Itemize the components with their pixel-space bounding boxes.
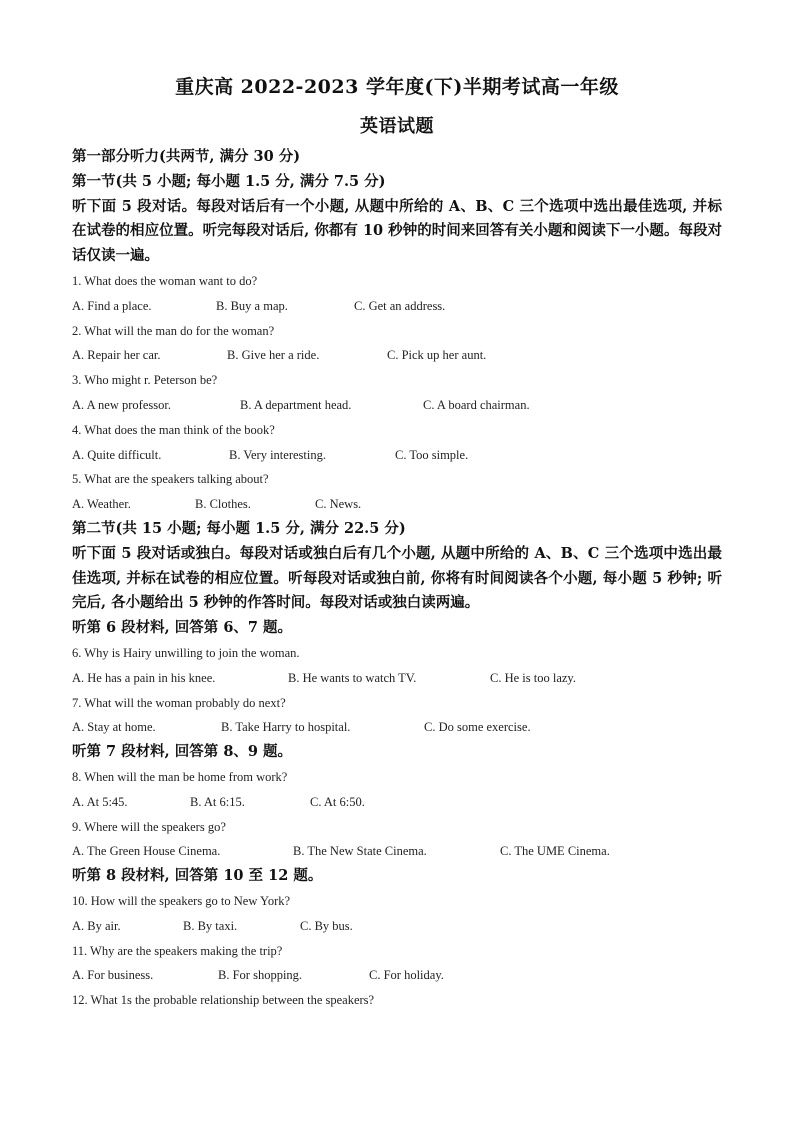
- options-6: [72, 666, 722, 691]
- options-1: [72, 294, 722, 319]
- option-b: B. A department head.: [240, 397, 352, 412]
- section1-instructions: 听下面 5 段对话。每段对话后有一个小题, 从题中所给的 A、B、C 三个选项中选出最佳选项, 并标在试卷的相应位置。听完每段对话后, 你都有 10 秒钟的时间来回答有关小题和阅读下一小题。每段对话仅读一遍。: [72, 197, 722, 265]
- option-c: C. Get an address.: [354, 298, 446, 313]
- option-c: C. For holiday.: [369, 968, 444, 983]
- question-9: 9. Where will the speakers go?: [72, 819, 226, 834]
- material7-heading: 听第 7 段材料, 回答第 8、9 题。: [72, 743, 293, 761]
- option-c: C. A board chairman.: [423, 397, 530, 412]
- question-2: 2. What will the man do for the woman?: [72, 323, 275, 338]
- question-4: 4. What does the man think of the book?: [72, 422, 275, 437]
- option-c: C. He is too lazy.: [490, 670, 576, 685]
- section2-heading: 第二节(共 15 小题; 每小题 1.5 分, 满分 22.5 分): [72, 519, 406, 537]
- option-b: B. For shopping.: [218, 968, 303, 983]
- question-7: 7. What will the woman probably do next?: [72, 695, 286, 710]
- question-5: 5. What are the speakers talking about?: [72, 472, 269, 487]
- options-8: [72, 790, 722, 815]
- section2-instructions: 听下面 5 段对话或独白。每段对话或独白后有几个小题, 从题中所给的 A、B、C 三个选项中选出最佳选项, 并标在试卷的相应位置。听每段对话或独白前, 你将有时间阅读各个小题, 每小题 5 秒钟; 听完后, 各小题给出 5 秒钟的作答时间。每段对话或独白读两遍。: [72, 544, 722, 612]
- option-a: A. The Green House Cinema.: [72, 844, 221, 859]
- option-a: A. At 5:45.: [72, 794, 128, 809]
- exam-content: [72, 145, 722, 1013]
- options-3: [72, 393, 722, 418]
- option-a: A. Quite difficult.: [72, 447, 162, 462]
- option-c: C. Do some exercise.: [424, 720, 531, 735]
- options-5: [72, 492, 722, 517]
- question-6: 6. Why is Hairy unwilling to join the woman.: [72, 645, 300, 660]
- option-b: B. Clothes.: [195, 497, 251, 512]
- options-2: [72, 343, 722, 368]
- option-b: B. The New State Cinema.: [293, 844, 427, 859]
- question-3: 3. Who might r. Peterson be?: [72, 373, 218, 388]
- option-a: A. Repair her car.: [72, 348, 161, 363]
- question-10: 10. How will the speakers go to New York?: [72, 893, 291, 908]
- option-b: B. Give her a ride.: [227, 348, 320, 363]
- question-1: 1. What does the woman want to do?: [72, 273, 258, 288]
- option-a: A. He has a pain in his knee.: [72, 670, 216, 685]
- options-9: [72, 839, 722, 864]
- option-c: C. Pick up her aunt.: [387, 348, 487, 363]
- material6-heading: 听第 6 段材料, 回答第 6、7 题。: [72, 619, 293, 637]
- option-b: B. By taxi.: [183, 918, 238, 933]
- options-11: [72, 963, 722, 988]
- options-7: [72, 715, 722, 740]
- section1-heading: 第一节(共 5 小题; 每小题 1.5 分, 满分 7.5 分): [72, 172, 386, 190]
- option-a: A. For business.: [72, 968, 154, 983]
- option-a: A. Weather.: [72, 497, 131, 512]
- option-c: C. By bus.: [300, 918, 353, 933]
- exam-title: 重庆高 2022-2023 学年度(下)半期考试高一年级: [175, 76, 619, 98]
- options-10: [72, 914, 722, 939]
- option-a: A. Stay at home.: [72, 720, 156, 735]
- option-b: B. At 6:15.: [190, 794, 245, 809]
- option-c: C. Too simple.: [395, 447, 469, 462]
- question-12: 12. What 1s the probable relationship between the speakers?: [72, 993, 375, 1008]
- option-b: B. He wants to watch TV.: [288, 670, 417, 685]
- option-c: C. The UME Cinema.: [500, 844, 610, 859]
- option-b: B. Buy a map.: [216, 298, 288, 313]
- option-a: A. By air.: [72, 918, 121, 933]
- option-a: A. A new professor.: [72, 397, 171, 412]
- question-11: 11. Why are the speakers making the trip?: [72, 943, 283, 958]
- option-c: C. News.: [315, 497, 362, 512]
- option-b: B. Take Harry to hospital.: [221, 720, 351, 735]
- material8-heading: 听第 8 段材料, 回答第 10 至 12 题。: [72, 867, 323, 885]
- question-8: 8. When will the man be home from work?: [72, 769, 288, 784]
- options-4: [72, 443, 722, 468]
- option-c: C. At 6:50.: [310, 794, 365, 809]
- exam-subtitle: 英语试题: [360, 116, 434, 137]
- part1-heading: 第一部分听力(共两节, 满分 30 分): [72, 148, 301, 165]
- option-b: B. Very interesting.: [229, 447, 326, 462]
- option-a: A. Find a place.: [72, 298, 152, 313]
